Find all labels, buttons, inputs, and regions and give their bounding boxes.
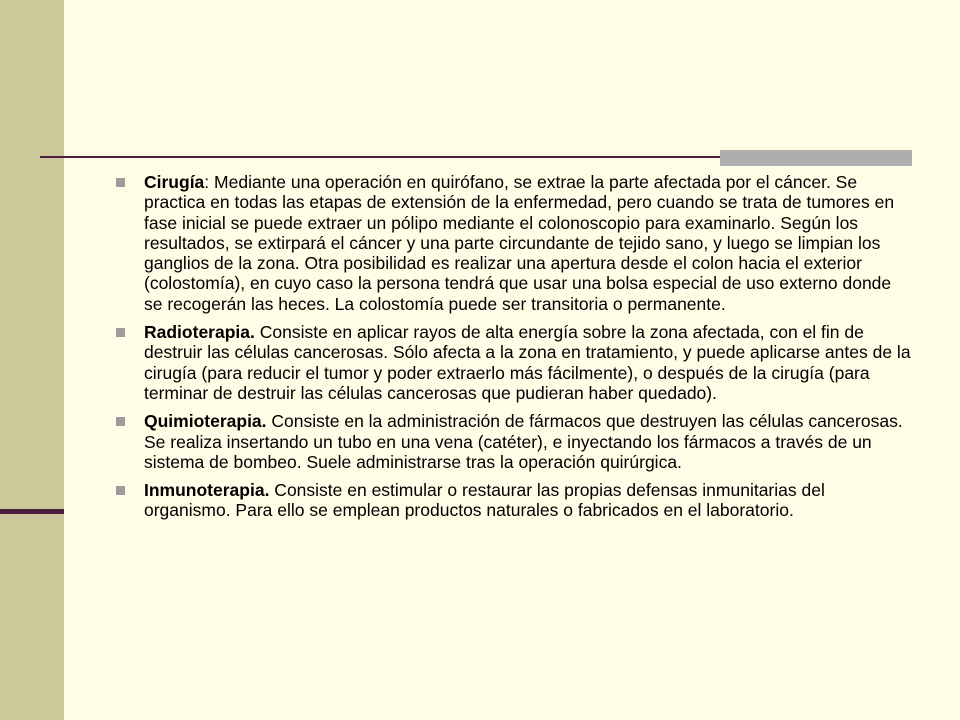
square-bullet-icon	[116, 417, 125, 426]
bullet-list	[112, 172, 912, 529]
square-bullet-icon	[116, 328, 125, 337]
list-item-quimioterapia	[112, 411, 912, 472]
item-term: Cirugía	[144, 172, 205, 192]
item-term: Quimioterapia.	[144, 411, 267, 432]
list-item-radioterapia	[112, 322, 912, 403]
square-bullet-icon	[116, 178, 125, 187]
square-bullet-icon	[116, 486, 125, 495]
accent-bar	[720, 150, 912, 166]
item-text: Consiste en la administración de fármacos que destruyen las células cancerosas. Se realiza insertando un tubo en una vena (catéter), e inyectando los fármacos a través de un sistema de bombeo. Suele administrarse tras la operación quirúrgica.	[144, 411, 903, 472]
left-band-underline	[0, 509, 64, 514]
list-item-inmunoterapia	[112, 480, 912, 521]
item-term: Radioterapia.	[144, 322, 255, 343]
list-item-cirugia	[112, 172, 912, 314]
item-text: Consiste en estimular o restaurar las propias defensas inmunitarias del organismo. Para ello se emplean productos naturales o fabricados en el laboratorio.	[144, 480, 825, 521]
item-text: Consiste en aplicar rayos de alta energía sobre la zona afectada, con el fin de destruir las células cancerosas. Sólo afecta a la zona en tratamiento, y puede aplicarse antes de la cirugía (para reducir el tumor y poder extraerlo más fácilmente), o después de la cirugía (para terminar de destruir las células cancerosas que pudieran haber quedado).	[144, 322, 911, 403]
item-text: : Mediante una operación en quirófano, se extrae la parte afectada por el cáncer. Se practica en todas las etapas de extensión de la enfermedad, pero cuando se trata de tumores en fase inicial se puede extraer un pólipo mediante el colonoscopio para examinarlo. Según los resultados, se extirpará el cáncer y una parte circundante de tejido sano, y luego se limpian los ganglios de la zona. Otra posibilidad es realizar una apertura desde el colon hacia el exterior (colostomía), en cuyo caso la persona tendrá que usar una bolsa especial de uso externo donde se recogerán las heces. La colostomía puede ser transitoria o permanente.	[144, 172, 895, 314]
left-decorative-band	[0, 0, 64, 720]
item-term: Inmunoterapia.	[144, 480, 270, 501]
